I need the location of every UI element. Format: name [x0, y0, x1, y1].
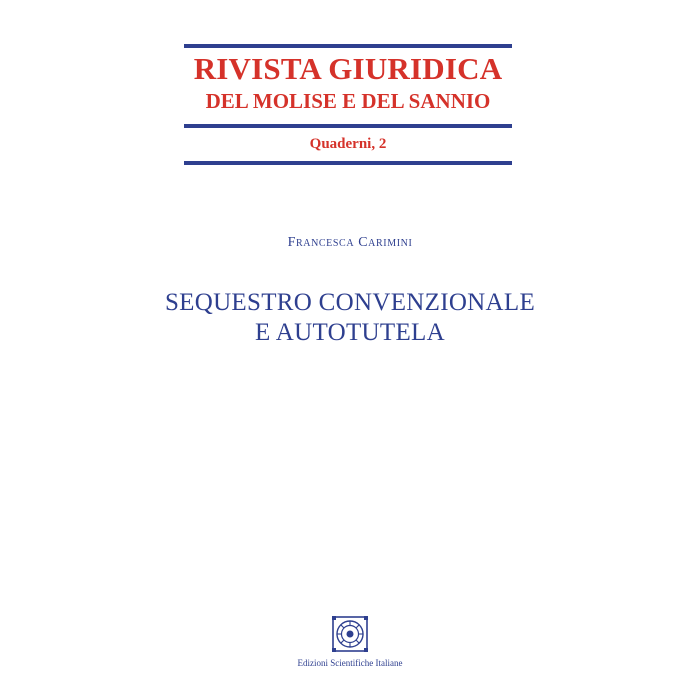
- author-name: Francesca Carimini: [287, 235, 413, 250]
- publisher-name: Edizioni Scientifiche Italiane: [297, 658, 403, 668]
- book-title: [0, 288, 700, 348]
- series-number: Quaderni, 2: [309, 136, 387, 152]
- middle-rule: [184, 124, 512, 128]
- book-title-line-1: SEQUESTRO CONVENZIONALE: [164, 289, 536, 316]
- series-title: RIVISTA GIURIDICA: [193, 51, 503, 86]
- series-subtitle: DEL MOLISE E DEL SANNIO: [205, 89, 491, 113]
- bottom-rule: [184, 161, 512, 165]
- book-title-line-2: E AUTOTUTELA: [255, 319, 445, 346]
- top-rule: [184, 44, 512, 48]
- publisher-emblem-icon: [330, 614, 370, 654]
